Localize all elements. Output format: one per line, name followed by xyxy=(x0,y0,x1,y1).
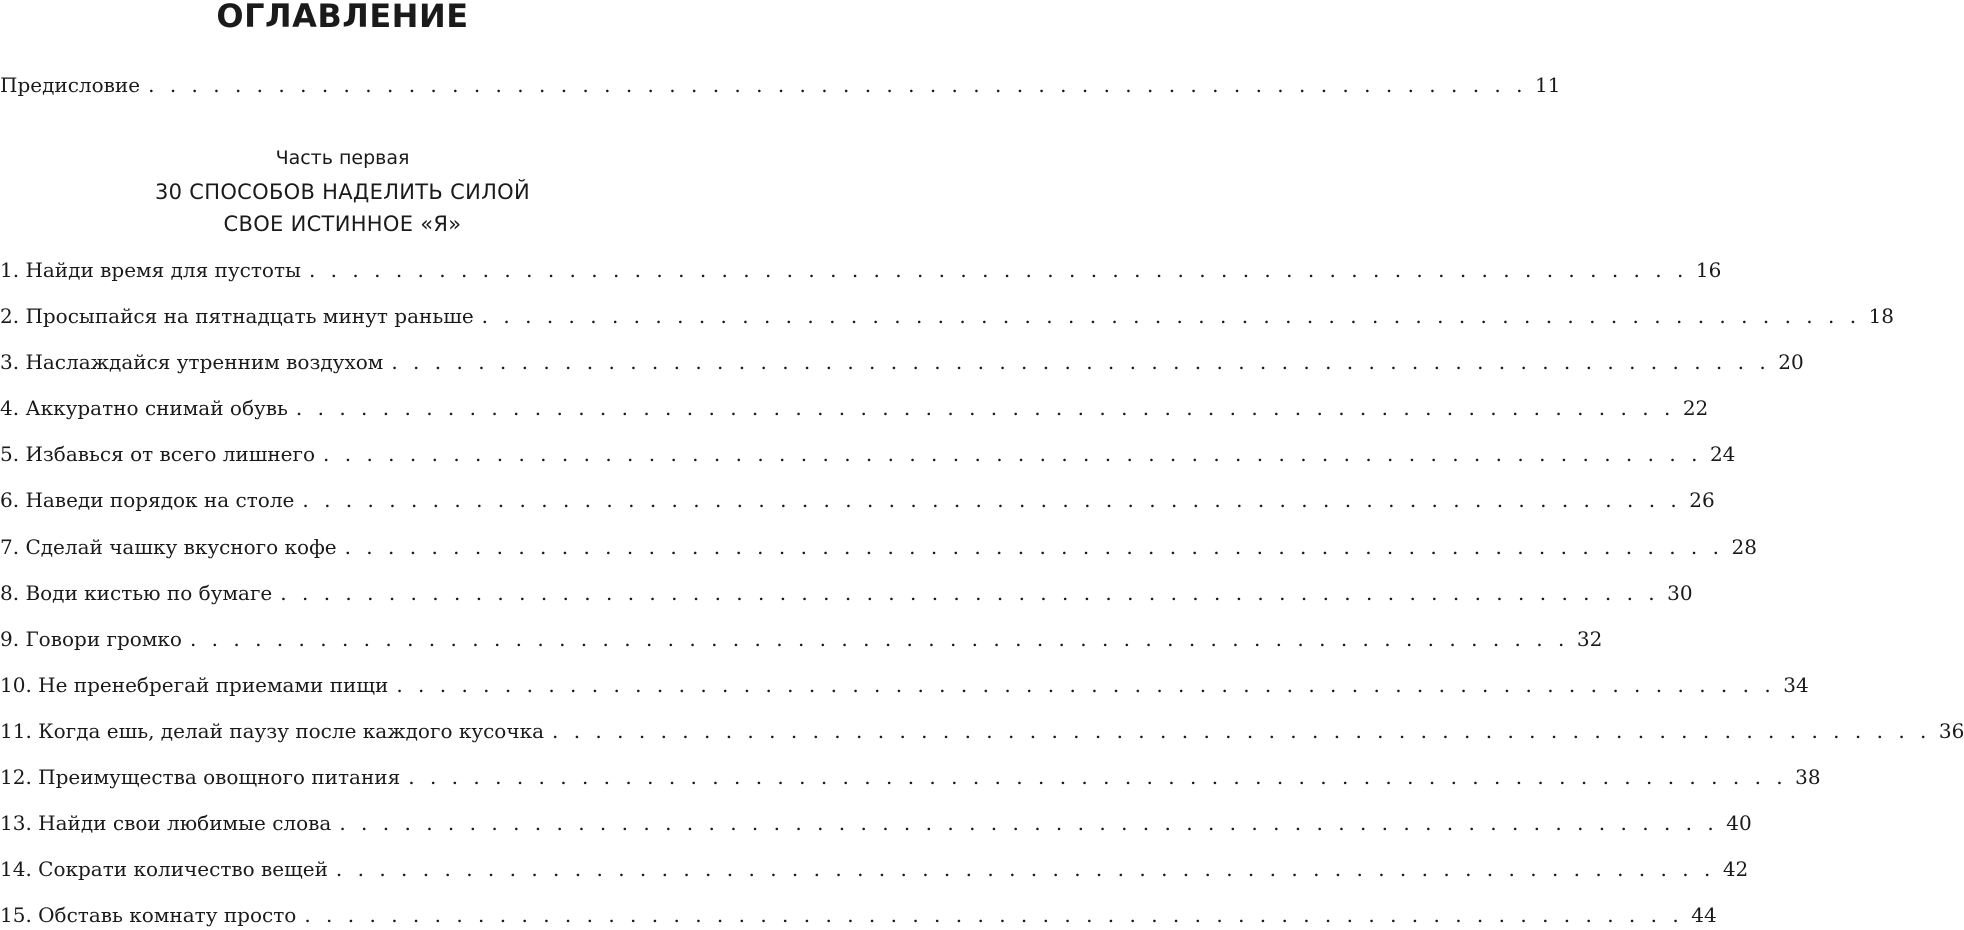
toc-entry[interactable] xyxy=(0,580,1693,606)
toc-entry-label: 11. Когда ешь, делай паузу после каждого кусочка xyxy=(0,719,544,743)
toc-page-number: 16 xyxy=(1695,258,1722,282)
toc-entry[interactable] xyxy=(0,487,1715,513)
toc-page-number: 34 xyxy=(1783,673,1809,697)
toc-entry[interactable] xyxy=(0,395,1709,421)
toc-entry-label: 7. Сделай чашку вкусного кофе xyxy=(0,535,337,559)
toc-page-number: 20 xyxy=(1778,350,1804,374)
toc-entry-label: 13. Найди свои любимые слова xyxy=(0,811,332,835)
toc-page-number: 44 xyxy=(1691,903,1717,927)
toc-page-number: 28 xyxy=(1731,535,1757,559)
toc-leader-dots: . . . . . . . . . . . . . . . . . . . . . . . . . . . . . . . . . . . . . . . . . . . . . . . . . . . . . . . . . . . . . . . . xyxy=(295,396,1675,420)
toc-entry-label: 12. Преимущества овощного питания xyxy=(0,765,401,789)
toc-leader-dots: . . . . . . . . . . . . . . . . . . . . . . . . . . . . . . . . . . . . . . . . . . . . . . . . . . . . . . . . . . . . . . . . xyxy=(335,857,1715,881)
toc-page-number: 40 xyxy=(1726,811,1752,835)
toc-page-number: 38 xyxy=(1795,765,1821,789)
toc-entry-label: 5. Избавься от всего лишнего xyxy=(0,442,316,466)
toc-page-number: 18 xyxy=(1868,304,1895,328)
toc-leader-dots: . . . . . . . . . . . . . . . . . . . . . . . . . . . . . . . . . . . . . . . . . . . . . . . . . . . . . . . . . . . . . . . . xyxy=(308,258,1688,282)
toc-entry[interactable] xyxy=(0,534,1757,560)
toc-entry[interactable] xyxy=(0,856,1749,882)
toc-entry[interactable] xyxy=(0,349,1804,375)
toc-page-number: 30 xyxy=(1667,581,1693,605)
toc-page-number: 26 xyxy=(1689,488,1715,512)
toc-entry-label: 9. Говори громко xyxy=(0,627,182,651)
toc-entry-preface[interactable] xyxy=(0,72,1561,98)
toc-entry-label: 15. Обставь комнату просто xyxy=(0,903,297,927)
toc-entry-label: 4. Аккуратно снимай обувь xyxy=(0,396,288,420)
toc-entry[interactable] xyxy=(0,718,1964,744)
toc-entry-label: 2. Просыпайся на пятнадцать минут раньше xyxy=(0,304,474,328)
toc-page-number: 42 xyxy=(1722,857,1749,881)
toc-entry[interactable] xyxy=(0,764,1821,790)
toc-entry[interactable] xyxy=(0,626,1603,652)
toc-page-number: 24 xyxy=(1709,442,1736,466)
toc-entry-label: 10. Не пренебрегай приемами пищи xyxy=(0,673,389,697)
part-title-line-2: СВОЕ ИСТИННОЕ «Я» xyxy=(223,212,462,236)
toc-entry[interactable] xyxy=(0,810,1752,836)
toc-leader-dots: . . . . . . . . . . . . . . . . . . . . . . . . . . . . . . . . . . . . . . . . . . . . . . . . . . . . . . . . . . . . . . . . xyxy=(280,581,1660,605)
toc-entry[interactable] xyxy=(0,441,1736,467)
toc-entry-label: 8. Води кистью по бумаге xyxy=(0,581,273,605)
page-title: ОГЛАВЛЕНИЕ xyxy=(216,0,469,35)
toc-page-number: 11 xyxy=(1535,73,1561,97)
part-title-line-1: 30 СПОСОБОВ НАДЕЛИТЬ СИЛОЙ xyxy=(154,180,531,204)
toc-leader-dots: . . . . . . . . . . . . . . . . . . . . . . . . . . . . . . . . . . . . . . . . . . . . . . . . . . . . . . . . . . . . . . . . xyxy=(481,304,1861,328)
toc-entry-label: Предисловие xyxy=(0,73,141,97)
toc-leader-dots: . . . . . . . . . . . . . . . . . . . . . . . . . . . . . . . . . . . . . . . . . . . . . . . . . . . . . . . . . . . . . . . . xyxy=(391,350,1771,374)
toc-page-number: 22 xyxy=(1682,396,1709,420)
toc-leader-dots: . . . . . . . . . . . . . . . . . . . . . . . . . . . . . . . . . . . . . . . . . . . . . . . . . . . . . . . . . . . . . . . . xyxy=(396,673,1776,697)
toc-page-number: 36 xyxy=(1938,719,1964,743)
toc-entry[interactable] xyxy=(0,902,1717,928)
toc-entry-label: 14. Сократи количество вещей xyxy=(0,857,328,881)
toc-leader-dots: . . . . . . . . . . . . . . . . . . . . . . . . . . . . . . . . . . . . . . . . . . . . . . . . . . . . . . . . . . . . . . . . xyxy=(304,903,1684,927)
toc-leader-dots: . . . . . . . . . . . . . . . . . . . . . . . . . . . . . . . . . . . . . . . . . . . . . . . . . . . . . . . . . . . . . . . . xyxy=(189,627,1569,651)
toc-entry[interactable] xyxy=(0,257,1722,283)
toc-leader-dots: . . . . . . . . . . . . . . . . . . . . . . . . . . . . . . . . . . . . . . . . . . . . . . . . . . . . . . . . . . . . . . . . xyxy=(552,719,1931,743)
toc-leader-dots: . . . . . . . . . . . . . . . . . . . . . . . . . . . . . . . . . . . . . . . . . . . . . . . . . . . . . . . . . . . . . . . . xyxy=(408,765,1788,789)
toc-entry[interactable] xyxy=(0,672,1809,698)
toc-leader-dots: . . . . . . . . . . . . . . . . . . . . . . . . . . . . . . . . . . . . . . . . . . . . . . . . . . . . . . . . . . . . . . . . xyxy=(344,535,1724,559)
toc-entry-label: 1. Найди время для пустоты xyxy=(0,258,301,282)
part-subtitle: Часть первая xyxy=(275,147,410,169)
toc-entry-label: 3. Наслаждайся утренним воздухом xyxy=(0,350,384,374)
toc-leader-dots: . . . . . . . . . . . . . . . . . . . . . . . . . . . . . . . . . . . . . . . . . . . . . . . . . . . . . . . . . . . . . . . . xyxy=(323,442,1702,466)
toc-page-number: 32 xyxy=(1576,627,1603,651)
toc-entry[interactable] xyxy=(0,303,1895,329)
toc-leader-dots: . . . . . . . . . . . . . . . . . . . . . . . . . . . . . . . . . . . . . . . . . . . . . . . . . . . . . . . . . . . . . . . . xyxy=(148,73,1528,97)
toc-entry-label: 6. Наведи порядок на столе xyxy=(0,488,295,512)
toc-leader-dots: . . . . . . . . . . . . . . . . . . . . . . . . . . . . . . . . . . . . . . . . . . . . . . . . . . . . . . . . . . . . . . . . xyxy=(302,488,1682,512)
toc-leader-dots: . . . . . . . . . . . . . . . . . . . . . . . . . . . . . . . . . . . . . . . . . . . . . . . . . . . . . . . . . . . . . . . . xyxy=(339,811,1719,835)
